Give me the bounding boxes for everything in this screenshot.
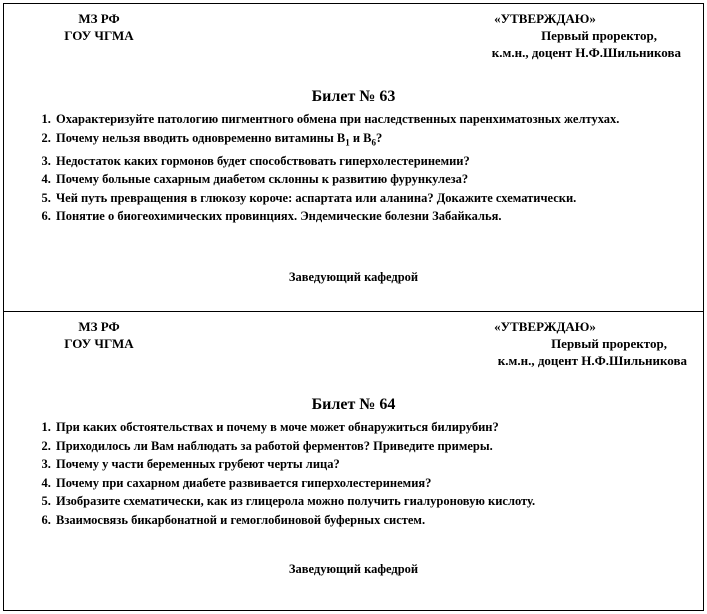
ticket-title: Билет № 64 <box>311 396 396 413</box>
ministry-block <box>4 10 194 44</box>
approval-label: «УТВЕРЖДАЮ» <box>494 11 596 26</box>
question-item: 6. Понятие о биогеохимических провинциях. Эндемические болезни Забайкалья. <box>54 207 695 226</box>
question-item: 4. Почему больные сахарным диабетом склонны к развитию фурункулеза? <box>54 170 695 189</box>
ministry-label: МЗ РФ <box>78 319 120 334</box>
head-of-department: Заведующий кафедрой <box>288 562 419 576</box>
question-item: 2. Приходилось ли Вам наблюдать за работой ферментов? Приведите примеры. <box>54 437 695 456</box>
head-of-department: Заведующий кафедрой <box>288 270 419 284</box>
approver-position: Первый проректор, <box>541 28 657 43</box>
question-list <box>34 110 695 226</box>
ticket-64 <box>3 311 704 611</box>
question-item: 3. Недостаток каких гормонов будет способствовать гиперхолестеринемии? <box>54 152 695 171</box>
ticket-63 <box>3 3 704 312</box>
approval-block <box>395 10 695 61</box>
question-item: 6. Взаимосвязь бикарбонатной и гемоглобиновой буферных систем. <box>54 511 695 530</box>
academy-label: ГОУ ЧГМА <box>64 28 134 43</box>
question-item: 1. Охарактеризуйте патологию пигментного обмена при наследственных паренхиматозных желтухах. <box>54 110 695 129</box>
question-item: 1. При каких обстоятельствах и почему в моче может обнаружиться билирубин? <box>54 418 695 437</box>
approval-label: «УТВЕРЖДАЮ» <box>494 319 596 334</box>
ministry-label: МЗ РФ <box>78 11 120 26</box>
approver-position: Первый проректор, <box>551 336 667 351</box>
approval-block <box>395 318 695 369</box>
approver-name: к.м.н., доцент Н.Ф.Шильникова <box>497 353 687 368</box>
approver-name: к.м.н., доцент Н.Ф.Шильникова <box>491 45 681 60</box>
ministry-block <box>4 318 194 352</box>
question-item: 3. Почему у части беременных грубеют черты лица? <box>54 455 695 474</box>
ticket-title: Билет № 63 <box>311 88 396 105</box>
question-item: 4. Почему при сахарном диабете развивается гиперхолестеринемия? <box>54 474 695 493</box>
question-list <box>34 418 695 529</box>
question-item: 2. Почему нельзя вводить одновременно витамины $В_1$ и $В_6$? <box>54 129 695 152</box>
academy-label: ГОУ ЧГМА <box>64 336 134 351</box>
question-item: 5. Чей путь превращения в глюкозу короче: аспартата или аланина? Докажите схематически. <box>54 189 695 208</box>
question-item: 5. Изобразите схематически, как из глицерола можно получить гиалуроновую кислоту. <box>54 492 695 511</box>
